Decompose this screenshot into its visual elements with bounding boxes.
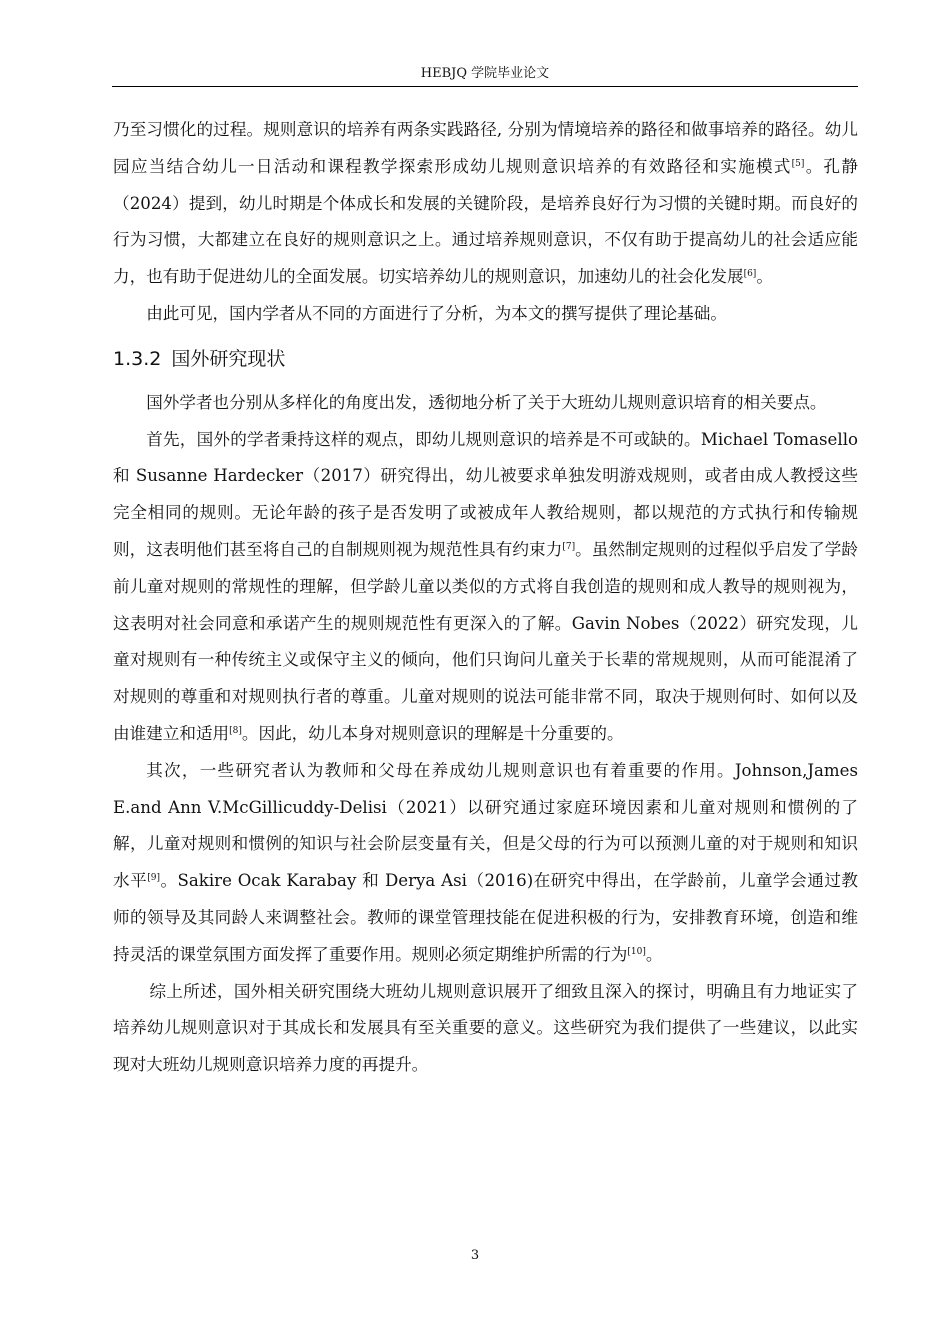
paragraph-1-text-c: 。	[756, 267, 773, 287]
section-title: 国外研究现状	[171, 347, 286, 370]
paragraph-4	[113, 422, 858, 753]
paragraph-5-text-c: 。	[645, 944, 663, 964]
citation-6[interactable]: [6]	[743, 269, 757, 280]
paragraph-1-text-b: 。孔静（2024）提到，幼儿时期是个体成长和发展的关键阶段，是培养良好行为习惯的关键时期。而良好的行为习惯，大都建立在良好的规则意识之上。通过培养规则意识，不仅有助于提高幼儿的社会适应能力，也有助于促进幼儿的全面发展。切实培养幼儿的规则意识，加速幼儿的社会化发展	[113, 156, 859, 287]
paragraph-5	[113, 753, 858, 974]
citation-8[interactable]: [8]	[229, 725, 242, 736]
paragraph-5-text-b: 。Sakire Ocak Karabay 和 Derya Asi（2016)在研究中得出，在学龄前，儿童学会通过教师的领导及其同龄人来调整社会。教师的课堂管理技能在促进积极的行为，安排教育环境，创造和维持灵活的课堂氛围方面发挥了重要作用。规则必须定期维护所需的行为	[113, 871, 859, 964]
paragraph-5-text-a: 其次，一些研究者认为教师和父母在养成幼儿规则意识也有着重要的作用。Johnson,James E.and Ann V.McGillicuddy-Delisi（2021）以研究通过家庭环境因素和儿童对规则和惯例的了解，儿童对规则和惯例的知识与社会阶层变量有关，但是父母的行为可以预测儿童的对于规则和知识水平	[113, 760, 858, 891]
paragraph-6: 综上所述，国外相关研究围绕大班幼儿规则意识展开了细致且深入的探讨，明确且有力地证实了培养幼儿规则意识对于其成长和发展具有至关重要的意义。这些研究为我们提供了一些建议，以此实现对大班幼儿规则意识培养力度的再提升。	[113, 981, 858, 1075]
paragraph-3: 国外学者也分别从多样化的角度出发，透彻地分析了关于大班幼儿规则意识培育的相关要点。	[146, 392, 827, 412]
running-header: HEBJQ 学院毕业论文	[420, 66, 550, 81]
paragraph-4-text-b: 。虽然制定规则的过程似乎启发了学龄前儿童对规则的常规性的理解，但学龄儿童以类似的方式将自我创造的规则和成人教导的规则视为，这表明对社会同意和承诺产生的规则规范性有更深入的了解。Gavin Nobes（2022）研究发现，儿童对规则有一种传统主义或保守主义的倾向，他们只询问儿童关于长辈的常规规则，从而可能混淆了对规则的尊重和对规则执行者的尊重。儿童对规则的说法可能非常不同，取决于规则何时、如何以及由谁建立和适用	[113, 539, 859, 743]
paragraph-4-text-c: 。因此，幼儿本身对规则意识的理解是十分重要的。	[241, 723, 624, 743]
page-number: 3	[470, 1248, 480, 1263]
paragraph-1	[113, 112, 858, 296]
citation-7[interactable]: [7]	[562, 541, 576, 552]
body-text	[113, 112, 858, 1084]
paragraph-1-text-a: 乃至习惯化的过程。规则意识的培养有两条实践路径, 分别为情境培养的路径和做事培养的路径。幼儿园应当结合幼儿一日活动和课程教学探索形成幼儿规则意识培养的有效路径和实施模式	[113, 120, 858, 176]
citation-5[interactable]: [5]	[791, 158, 805, 169]
citation-10[interactable]: [10]	[627, 946, 646, 957]
header-rule	[112, 86, 858, 87]
citation-9[interactable]: [9]	[147, 873, 160, 884]
paragraph-4-text-a: 首先，国外的学者秉持这样的观点，即幼儿规则意识的培养是不可或缺的。Michael Tomasello 和 Susanne Hardecker（2017）研究得出，幼儿被要求单独发明游戏规则，或者由成人教授这些完全相同的规则。无论年龄的孩子是否发明了或被成年人教给规则，都以规范的方式执行和传输规则，这表明他们甚至将自己的自制规则视为规范性具有约束力	[113, 429, 858, 559]
paragraph-2: 由此可见，国内学者从不同的方面进行了分析，为本文的撰写提供了理论基础。	[146, 303, 727, 323]
section-heading	[113, 337, 858, 381]
section-number: 1.3.2	[113, 347, 162, 370]
